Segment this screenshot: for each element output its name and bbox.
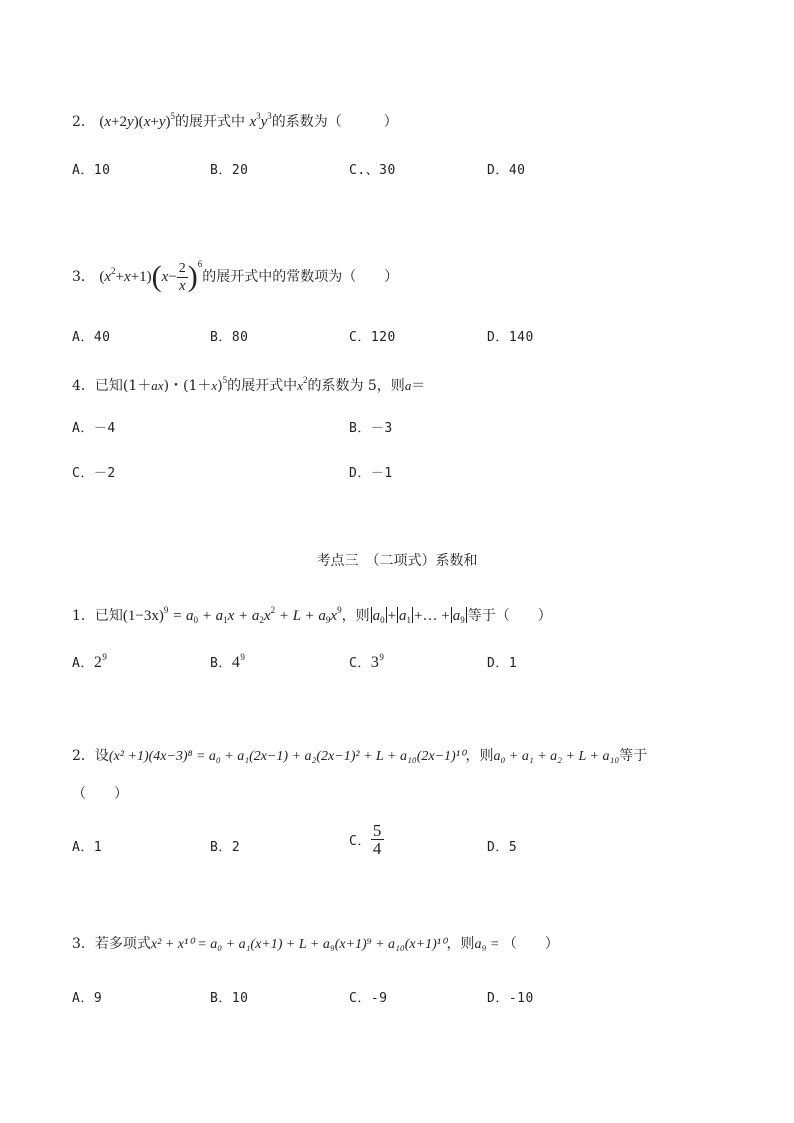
question-4a: 4．已知(1＋ax)・$(1+x)^5$的展开式中$x^2$的系数为 5，则a＝ bbox=[72, 375, 426, 394]
option-a[interactable]: A．1 bbox=[72, 840, 103, 855]
section-title: 考点三 （二项式）系数和 bbox=[316, 553, 478, 569]
option-c[interactable]: C．$3^9$ bbox=[349, 652, 385, 671]
option-d[interactable]: D．5 bbox=[487, 840, 518, 855]
question-number: 2． bbox=[72, 114, 95, 130]
option-c[interactable]: C．－2 bbox=[72, 466, 116, 481]
question-s3: 3．若多项式x² + x¹⁰ = a₀ + a₁(x+1) + L + a₉(x+1)⁹ + a₁₀(x+1)¹⁰，则a₉ = （ ） bbox=[72, 936, 559, 952]
option-b[interactable]: B．2 bbox=[210, 840, 241, 855]
question-s2-blank: （ ） bbox=[72, 786, 128, 802]
option-b[interactable]: B．－3 bbox=[349, 421, 393, 436]
option-c[interactable]: C.、30 bbox=[349, 163, 396, 178]
question-s2: 2．设(x² +1)(4x−3)⁸ = a₀ + a₁(2x−1) + a₂(2x−1)² + L + a₁₀(2x−1)¹⁰，则a₀ + a₁ + a₂ + L + a₁₀等于 bbox=[72, 748, 648, 764]
option-d[interactable]: D．40 bbox=[487, 163, 526, 178]
question-number: 4． bbox=[72, 378, 95, 394]
option-c[interactable]: C．120 bbox=[349, 330, 396, 345]
option-b[interactable]: B．$4^9$ bbox=[210, 652, 246, 671]
option-a[interactable]: A．9 bbox=[72, 991, 103, 1006]
question-number: 3． bbox=[72, 269, 95, 285]
option-c[interactable]: C．-9 bbox=[349, 991, 388, 1006]
option-b[interactable]: B．80 bbox=[210, 330, 249, 345]
fraction: $\frac{5}{4}$ bbox=[372, 821, 382, 858]
option-a[interactable]: A．－4 bbox=[72, 421, 116, 436]
option-a[interactable]: A．10 bbox=[72, 163, 111, 178]
fraction: $\frac{2}{x}$ bbox=[178, 260, 186, 294]
option-d[interactable]: D．1 bbox=[487, 656, 518, 671]
question-number: 2． bbox=[72, 748, 95, 764]
option-c[interactable]: C． $\frac{5}{4}$ bbox=[349, 821, 382, 858]
question-number: 1． bbox=[72, 608, 95, 624]
question-2a: 2． $(x+2y)(x+y)^5$的展开式中 $x^3y^3$的系数为（ ） bbox=[72, 111, 398, 130]
option-d[interactable]: D．140 bbox=[487, 330, 534, 345]
option-a[interactable]: A．$2^9$ bbox=[72, 652, 108, 671]
question-3a: 3． $(x^2+x+1)(x-$ $\frac{2}{x}$ )$^6$的展开式中的常数项为（ ） bbox=[72, 259, 399, 294]
option-a[interactable]: A．40 bbox=[72, 330, 111, 345]
question-s1: 1．已知$(1-3x)^9 = a_0 + a_1x + a_2x^2 + L + a_9x^9$，则 $a_0 + a_1$ +… + $a_9$ 等于（ ） bbox=[72, 605, 552, 625]
option-d[interactable]: D．-10 bbox=[487, 991, 534, 1006]
option-d[interactable]: D．－1 bbox=[349, 466, 393, 481]
option-b[interactable]: B．10 bbox=[210, 991, 249, 1006]
option-b[interactable]: B．20 bbox=[210, 163, 249, 178]
question-number: 3． bbox=[72, 936, 95, 952]
